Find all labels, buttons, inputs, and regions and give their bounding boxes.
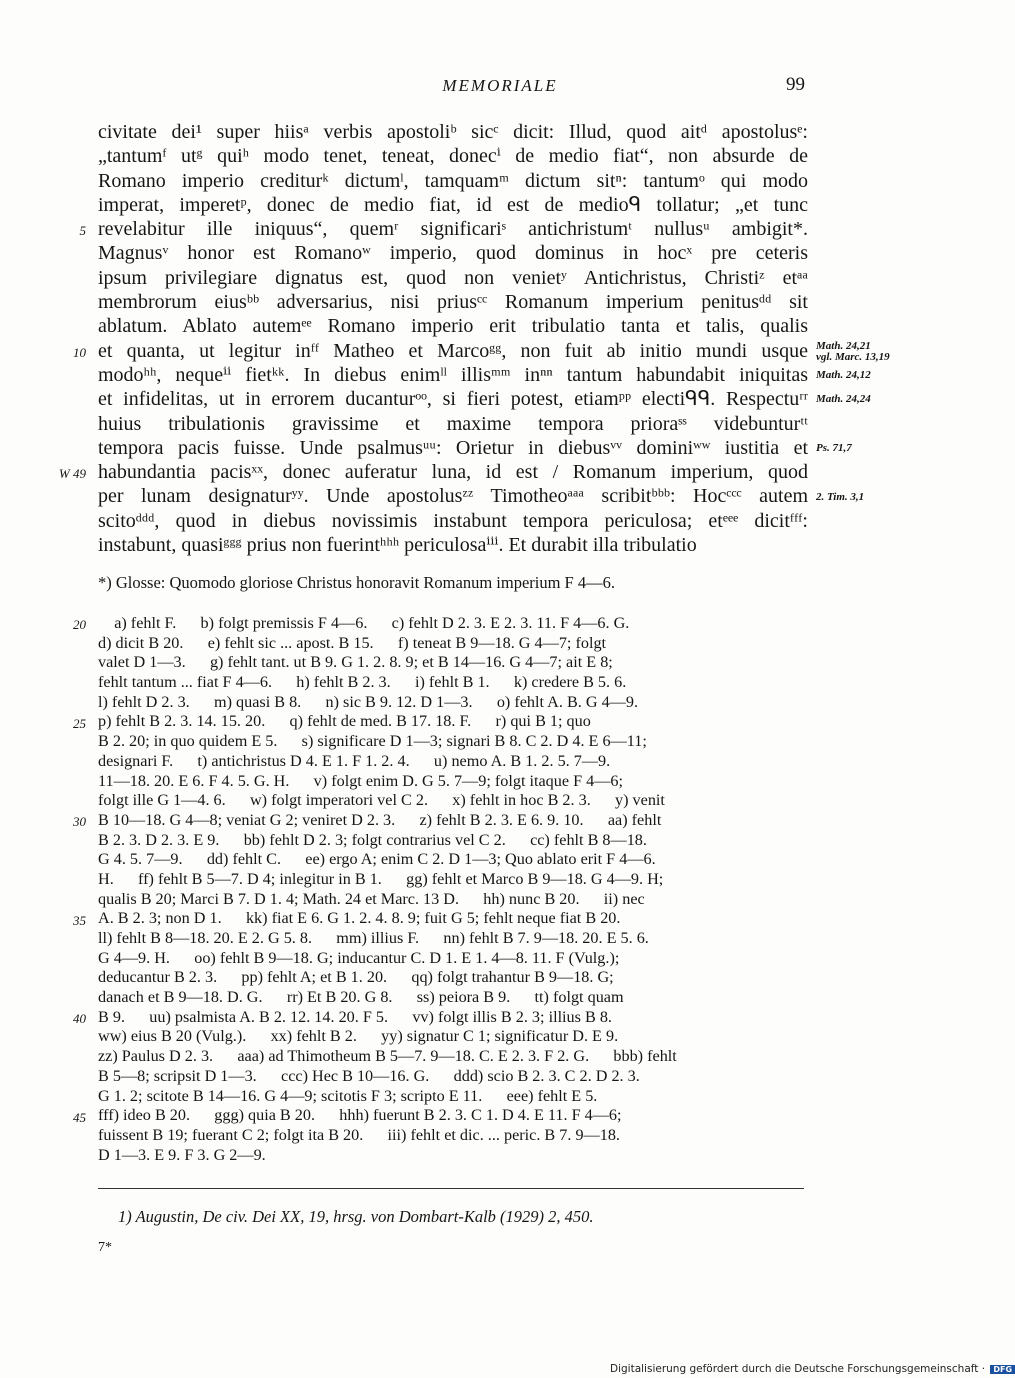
apparatus-line: fff) ideo B 20. ggg) quia B 20. hhh) fuerunt B 2. 3. C 1. D 4. E 11. F 4—6; [98,1106,622,1125]
apparatus-line: B 10—18. G 4—8; veniat G 2; veniret D 2. 3. z) fehlt B 2. 3. E 6. 9. 10. aa) fehlt [98,810,662,829]
apparatus-line: fehlt tantum ... fiat F 4—6. h) fehlt B 2. 3. i) fehlt B 1. k) credere B 5. 6. [98,673,627,692]
running-title: MEMORIALE [442,76,558,95]
apparatus-line: zz) Paulus D 2. 3. aaa) ad Thimotheum B 5—7. 9—18. C. E 2. 3. F 2. G. bbb) fehlt [98,1047,677,1066]
digitization-credit [610,1363,1015,1375]
line-number: 20 [73,617,86,632]
apparatus-line: A. B 2. 3; non D 1. kk) fiat E 6. G 1. 2. 4. 8. 9; fuit G 5; fehlt neque fiat B 20. [98,909,621,928]
footnote-rule [98,1188,804,1189]
text-line: habundantia pacisˣˣ, donec auferatur luna, id est / Romanum imperium, quod [98,461,808,484]
apparatus-line: designari F. t) antichristus D 4. E 1. F 1. 2. 4. u) nemo A. B 1. 2. 5. 7—9. [98,751,611,770]
page-number: 99 [786,74,805,95]
apparatus-line: 11—18. 20. E 6. F 4. 5. G. H. v) folgt enim D. G 5. 7—9; folgt itaque F 4—6; [98,771,624,790]
text-line: ablatum. Ablato autemᵉᵉ Romano imperio erit tribulatio tanta et talis, qualis [98,315,808,338]
apparatus-line: valet D 1—3. g) fehlt tant. ut B 9. G 1. 2. 8. 9; et B 14—16. G 4—7; ait E 8; [98,653,613,672]
apparatus-line: a) fehlt F. b) folgt premissis F 4—6. c) fehlt D 2. 3. E 2. 3. 11. F 4—6. G. [98,614,630,632]
marginal-reference: 2. Tim. 3,1 [816,490,865,503]
text-line: et quanta, ut legitur inᶠᶠ Matheo et Marcoᵍᵍ, non fuit ab initio mundi usque [98,339,808,362]
text-line: et infidelitas, ut in errorem ducanturᵒᵒ, si fieri potest, etiamᵖᵖ electiᑫᑫ. Respectuʳʳ [98,388,808,411]
apparatus-line: G 4. 5. 7—9. dd) fehlt C. ee) ergo A; enim C 2. D 1—3; Quo ablato erit F 4—6. [98,850,656,869]
apparatus-line: B 5—8; scripsit D 1—3. ccc) Hec B 10—16. G. ddd) scio B 2. 3. C 2. D 2. 3. [98,1066,640,1085]
text-line: scitoᵈᵈᵈ, quod in diebus novissimis instabunt tempora periculosa; etᵉᵉᵉ dicitᶠᶠᶠ: [98,509,808,532]
text-line: Romano imperio crediturᵏ dictumˡ, tamquamᵐ dictum sitⁿ: tantumᵒ qui modo [98,169,808,192]
marginal-reference: Math. 24,21 [816,339,871,352]
line-number: 45 [73,1109,86,1125]
line-number: 40 [73,1011,86,1026]
apparatus-line: d) dicit B 20. e) fehlt sic ... apost. B 15. f) teneat B 9—18. G 4—7; folgt [98,633,607,652]
text-line: revelabitur ille iniquus“, quemʳ significariˢ antichristumᵗ nullusᵘ ambigit*. [98,218,808,241]
apparatus-line: G 4—9. H. oo) fehlt B 9—18. G; inducantur C. D 1. E 1. 4—8. 11. F (Vulg.); [98,948,620,967]
line-number: 35 [73,912,86,928]
apparatus-line: p) fehlt B 2. 3. 14. 15. 20. q) fehlt de med. B 17. 18. F. r) qui B 1; quo [98,712,591,731]
text-line: huius tribulationis gravissime et maxime tempora prioraˢˢ videbunturᵗᵗ [98,412,808,435]
line-number: W 49 [58,466,86,482]
apparatus-line: B 2. 3. D 2. 3. E 9. bb) fehlt D 2. 3; folgt contrarius vel C 2. cc) fehlt B 8—18. [98,830,647,849]
text-line: imperat, imperetᵖ, donec de medio fiat, id est de medioᑫ tollatur; „et tunc [98,193,808,216]
text-line: tempora pacis fuisse. Unde psalmusᵘᵘ: Orietur in diebusᵛᵛ dominiʷʷ iustitia et [98,436,808,459]
text-line: modoʰʰ, nequeⁱⁱ fietᵏᵏ. In diebus enimˡˡ illisᵐᵐ inⁿⁿ tantum habundabit iniquitas [98,363,808,386]
apparatus-line: qualis B 20; Marci B 7. D 1. 4; Math. 24 et Marc. 13 D. hh) nunc B 20. ii) nec [98,889,645,908]
line-number: 10 [73,344,86,360]
text-line: membrorum eiusᵇᵇ adversarius, nisi priusᶜᶜ Romanum imperium penitusᵈᵈ sit [98,291,808,314]
marginal-reference: Ps. 71,7 [816,441,852,454]
line-number: 30 [73,814,86,829]
text-line: civitate dei¹ super hiisᵃ verbis apostoliᵇ sicᶜ dicit: Illud, quod aitᵈ apostolusᵉ: [98,121,808,143]
marginal-reference: vgl. Marc. 13,19 [816,350,890,363]
line-number: 5 [79,223,86,239]
gloss-note: *) Glosse: Quomodo gloriose Christus honoravit Romanum imperium F 4—6. [98,573,615,592]
critical-apparatus [98,614,804,1165]
apparatus-line: B 2. 20; in quo quidem E 5. s) significare D 1—3; signari B 8. C 2. D 4. E 6—11; [98,732,647,751]
credit-text: Digitalisierung gefördert durch die Deutsche Forschungsgemeinschaft · [610,1363,986,1375]
apparatus-line: H. ff) fehlt B 5—7. D 4; inlegitur in B 1. gg) fehlt et Marco B 9—18. G 4—9. H; [98,869,664,888]
apparatus-line: ww) eius B 20 (Vulg.). xx) fehlt B 2. yy) signatur C 1; significatur D. E 9. [98,1027,619,1046]
signature-mark: 7* [98,1240,112,1255]
apparatus-line: ll) fehlt B 8—18. 20. E 2. G 5. 8. mm) illius F. nn) fehlt B 7. 9—18. 20. E 5. 6. [98,929,649,947]
main-text [98,120,808,557]
text-line: Magnusᵛ honor est Romanoʷ imperio, quod dominus in hocˣ pre ceteris [98,242,808,265]
text-line: ipsum privilegiare dignatus est, quod non venietʸ Antichristus, Christiᶻ etᵃᵃ [98,266,808,289]
apparatus-line: D 1—3. E 9. F 3. G 2—9. [98,1145,266,1164]
apparatus-line: fuissent B 19; fuerant C 2; folgt ita B 20. iii) fehlt et dic. ... peric. B 7. 9—18. [98,1125,620,1144]
text-line: per lunam designaturʸʸ. Unde apostolusᶻᶻ Timotheoᵃᵃᵃ scribitᵇᵇᵇ: Hocᶜᶜᶜ autem [98,485,808,508]
apparatus-line: l) fehlt D 2. 3. m) quasi B 8. n) sic B 9. 12. D 1—3. o) fehlt A. B. G 4—9. [98,692,638,711]
text-line: instabunt, quasiᵍᵍᵍ prius non fuerintʰʰʰ periculosaⁱⁱⁱ. Et durabit illa tribulatio [98,534,697,557]
dfg-logo: DFG [990,1365,1015,1374]
text-line: „tantumᶠ utᵍ quiʰ modo tenet, teneat, donecⁱ de medio fiat“, non absurde de [98,145,808,168]
apparatus-line: B 9. uu) psalmista A. B 2. 12. 14. 20. F 5. vv) folgt illis B 2. 3; illius B 8. [98,1007,612,1026]
apparatus-line: folgt ille G 1—4. 6. w) folgt imperatori vel C 2. x) fehlt in hoc B 2. 3. y) venit [98,791,665,810]
marginal-reference: Math. 24,12 [816,369,871,381]
apparatus-line: G 1. 2; scitote B 14—16. G 4—9; scitotis F 3; scripto E 11. eee) fehlt E 5. [98,1086,598,1105]
apparatus-line: danach et B 9—18. D. G. rr) Et B 20. G 8. ss) peiora B 9. tt) folgt quam [98,988,624,1007]
marginal-reference: Math. 24,24 [816,393,871,406]
source-footnote: 1) Augustin, De civ. Dei XX, 19, hrsg. von Dombart-Kalb (1929) 2, 450. [118,1207,594,1226]
apparatus-line: deducantur B 2. 3. pp) fehlt A; et B 1. 20. qq) folgt trahantur B 9—18. G; [98,968,614,987]
line-number: 25 [73,715,86,731]
